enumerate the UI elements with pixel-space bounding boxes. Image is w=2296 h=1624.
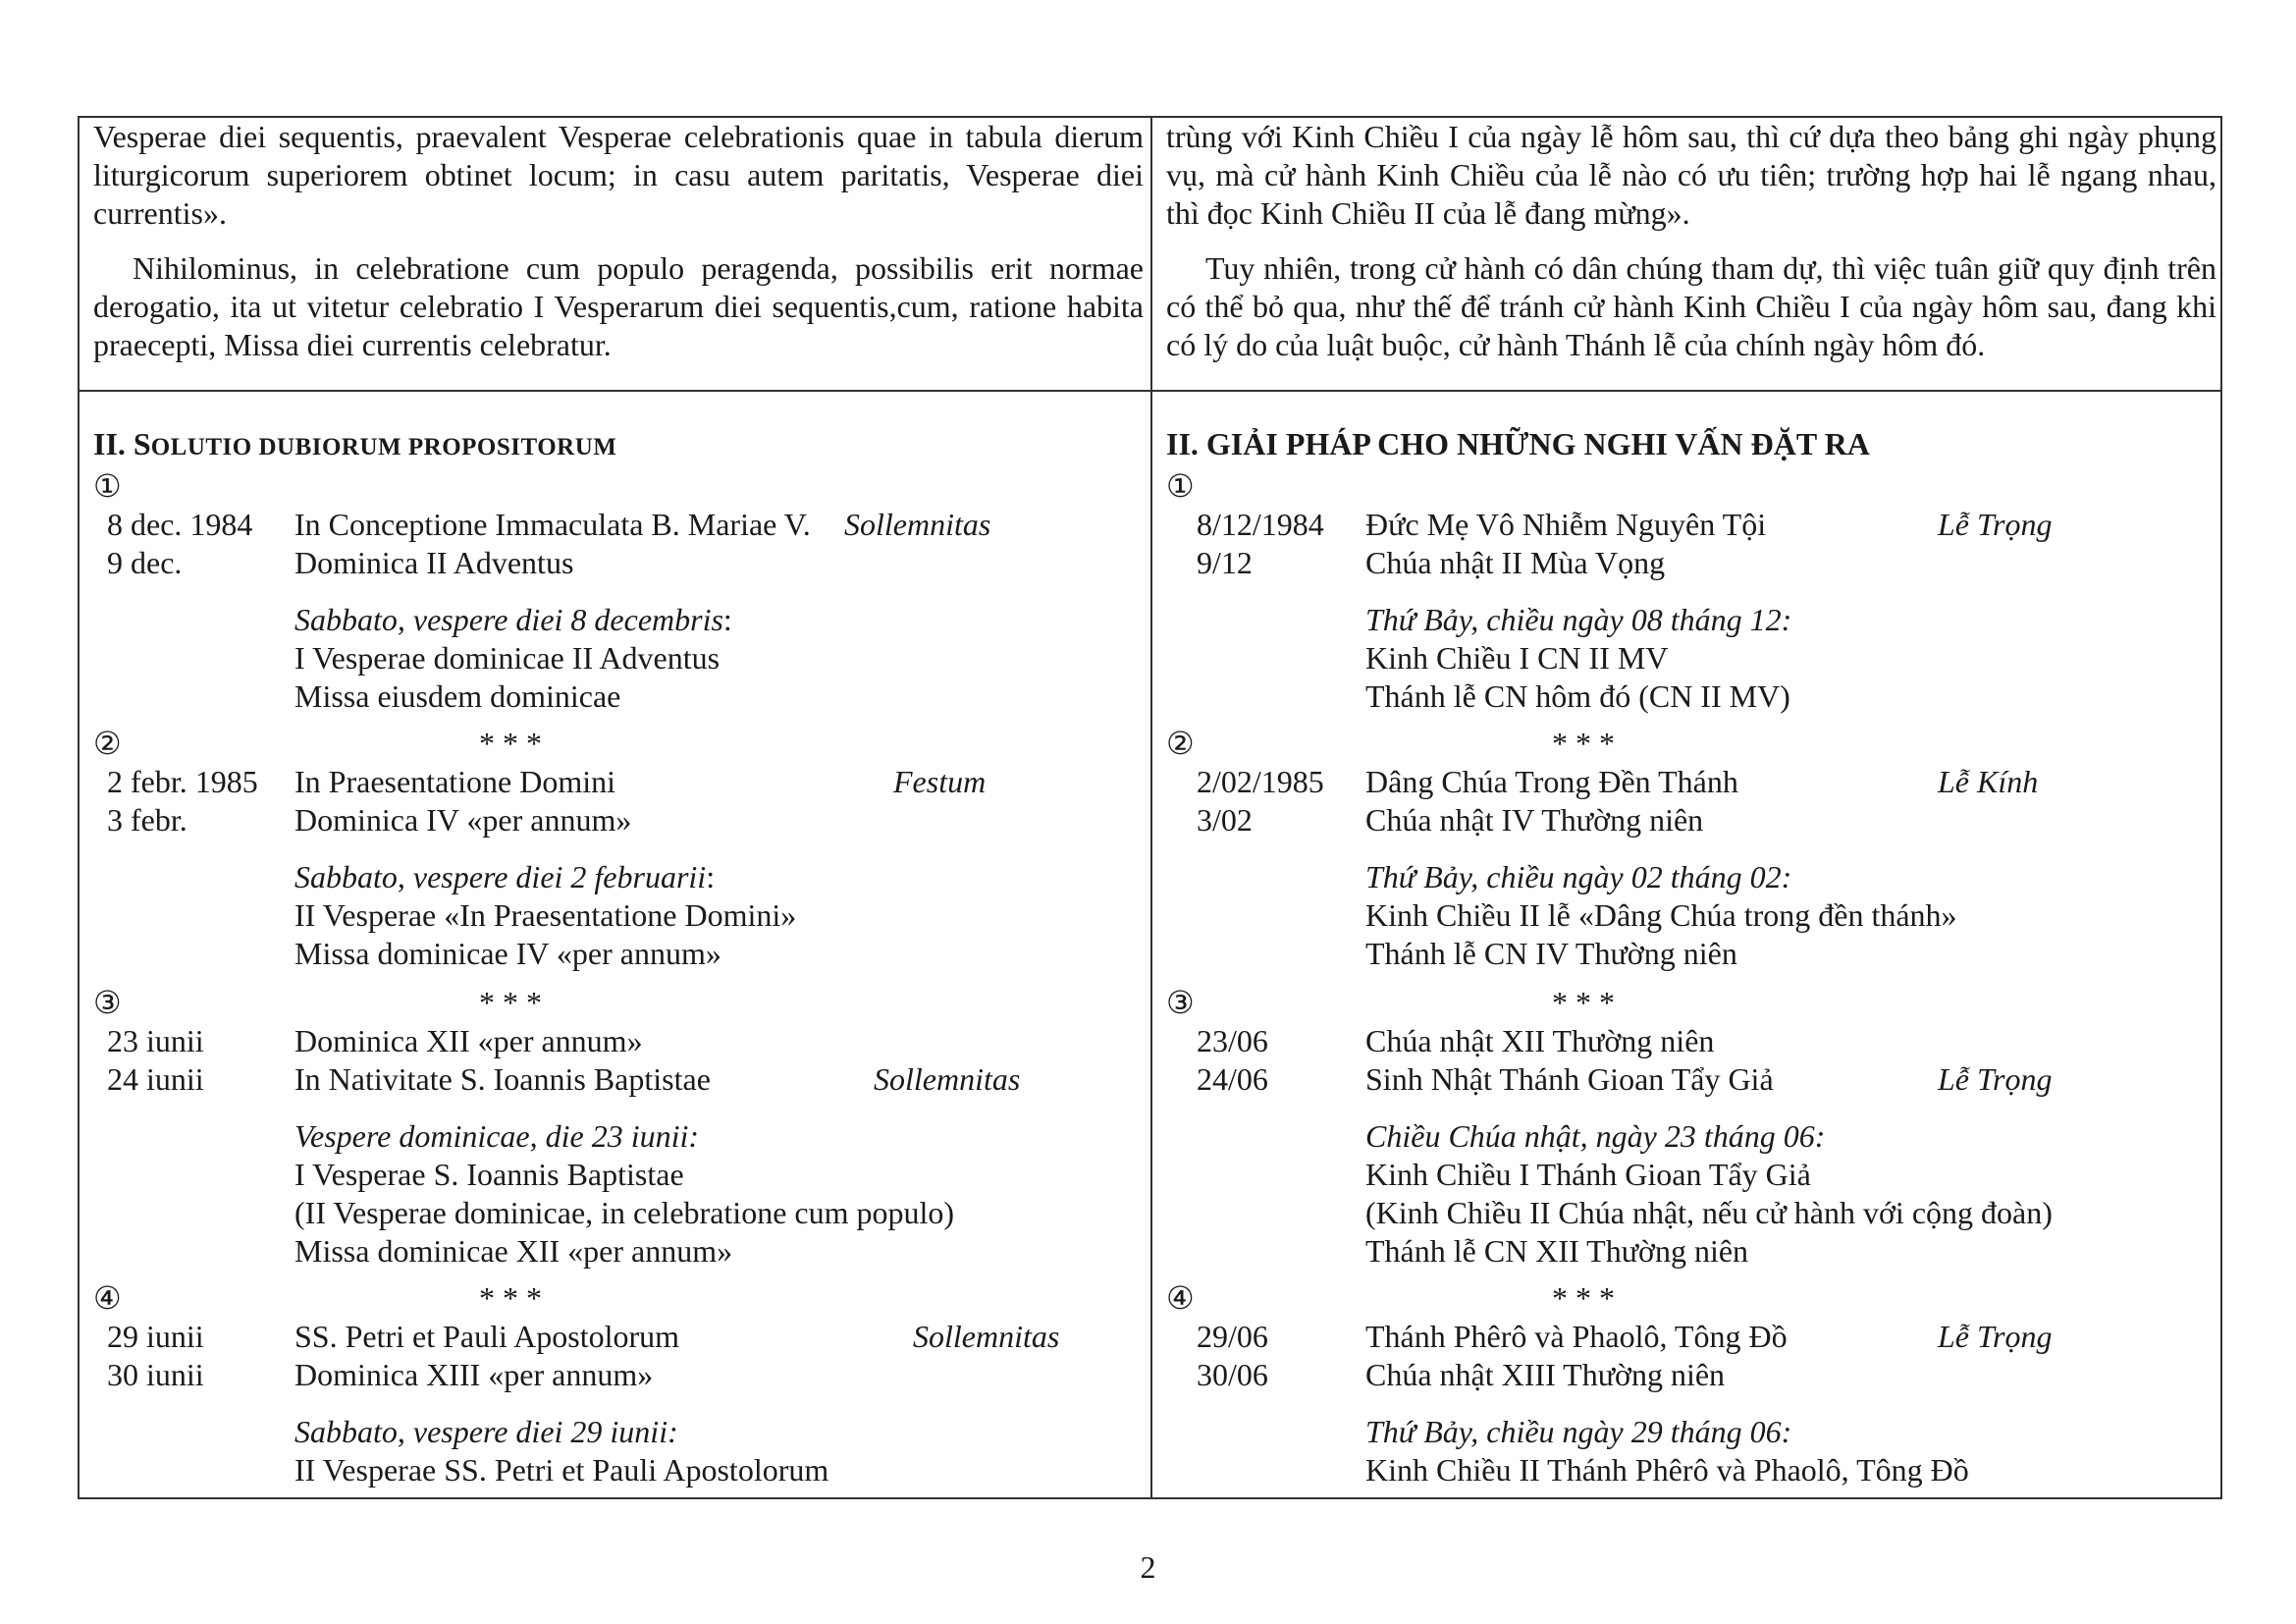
latin-note-title xyxy=(294,1117,699,1156)
vietnamese-case-event: Sinh Nhật Thánh Gioan Tẩy Giả xyxy=(1365,1061,1774,1097)
latin-case-date: 2 febr. 1985 xyxy=(107,764,258,799)
latin-note-title-text: Vespere dominicae, die 23 iunii: xyxy=(294,1118,700,1154)
vietnamese-case-date: 23/06 xyxy=(1197,1023,1268,1058)
vietnamese-case-event: Thánh Phêrô và Phaolô, Tông Đồ xyxy=(1365,1319,1788,1354)
latin-note-line: II Vesperae «In Praesentatione Domini» xyxy=(294,897,797,933)
vietnamese-intro-paragraph-1: trùng với Kinh Chiều I của ngày lễ hôm sau, thì cứ dựa theo bảng ghi ngày phụng vụ, mà cử hành Kinh Chiều của lễ nào có ưu tiên; trường hợp hai lễ ngang nhau, thì đọc Kinh Chiều II của lễ đang mừng». xyxy=(1166,119,2216,231)
latin-case-event: Dominica IV «per annum» xyxy=(294,802,632,838)
latin-separator: * * * xyxy=(479,726,542,761)
vietnamese-case-event: Chúa nhật XIII Thường niên xyxy=(1365,1357,1726,1392)
latin-case-marker: ② xyxy=(93,726,122,761)
latin-note-line: I Vesperae S. Ioannis Baptistae xyxy=(294,1157,684,1192)
vietnamese-separator: * * * xyxy=(1552,1280,1615,1316)
latin-note-line: Missa dominicae XII «per annum» xyxy=(294,1233,733,1269)
vietnamese-note-title-text: Thứ Bảy, chiều ngày 02 tháng 02: xyxy=(1365,859,1792,894)
latin-note-title xyxy=(294,601,732,639)
latin-intro-paragraph-2: Nihilominus, in celebratione cum populo peragenda, possibilis erit normae derogatio, ita ut vitetur celebratio I Vesperarum diei sequentis,cum, ratione habita praecepti, Missa diei currentis celebratur. xyxy=(93,250,1144,362)
vietnamese-case-event: Chúa nhật XII Thường niên xyxy=(1365,1023,1715,1058)
latin-case-date: 3 febr. xyxy=(107,802,187,838)
vietnamese-case-date: 3/02 xyxy=(1197,802,1253,838)
latin-separator: * * * xyxy=(479,985,542,1020)
latin-note-line: (II Vesperae dominicae, in celebratione cum populo) xyxy=(294,1195,955,1230)
latin-note-title-text: Sabbato, vespere diei 29 iunii: xyxy=(294,1414,678,1449)
vietnamese-note-line: Kinh Chiều II Thánh Phêrô và Phaolô, Tông Đồ xyxy=(1365,1452,1969,1488)
vietnamese-case-rank: Lễ Trọng xyxy=(1938,1061,2053,1097)
vietnamese-note-title xyxy=(1365,1413,1791,1451)
latin-intro-cell xyxy=(93,118,1144,364)
vietnamese-case-rank: Lễ Trọng xyxy=(1938,1319,2053,1354)
vietnamese-note-title xyxy=(1365,858,1791,896)
latin-case-event: Dominica XII «per annum» xyxy=(294,1023,643,1058)
vietnamese-case-event: Chúa nhật II Mùa Vọng xyxy=(1365,545,1666,580)
vietnamese-case-marker: ④ xyxy=(1166,1280,1195,1316)
vietnamese-note-line: Thánh lễ CN IV Thường niên xyxy=(1365,936,1737,971)
page-number: 2 xyxy=(1140,1549,1156,1585)
vietnamese-case-date: 24/06 xyxy=(1197,1061,1268,1097)
latin-note-title-text: Sabbato, vespere diei 2 februarii xyxy=(294,859,707,894)
vietnamese-case-marker: ① xyxy=(1166,468,1195,504)
vietnamese-note-title-text: Chiều Chúa nhật, ngày 23 tháng 06: xyxy=(1365,1118,1826,1154)
latin-intro-paragraph-1: Vesperae diei sequentis, praevalent Vesperae celebrationis quae in tabula dierum liturgicorum superiorem obtinet locum; in casu autem paritatis, Vesperae diei currentis». xyxy=(93,119,1144,231)
vietnamese-case-event: Chúa nhật IV Thường niên xyxy=(1365,802,1704,838)
latin-case-rank: Sollemnitas xyxy=(844,507,991,542)
vietnamese-case-date: 30/06 xyxy=(1197,1357,1268,1392)
vietnamese-note-line: Thánh lễ CN hôm đó (CN II MV) xyxy=(1365,678,1790,714)
latin-note-title-tail: : xyxy=(706,859,716,894)
latin-case-event: In Praesentatione Domini xyxy=(294,764,616,799)
latin-case-date: 23 iunii xyxy=(107,1023,204,1058)
latin-case-event: Dominica II Adventus xyxy=(294,545,574,580)
vietnamese-note-line: Kinh Chiều I CN II MV xyxy=(1365,640,1669,676)
latin-case-event: SS. Petri et Pauli Apostolorum xyxy=(294,1319,680,1354)
vietnamese-case-marker: ② xyxy=(1166,726,1195,761)
latin-heading-prefix: II. S xyxy=(93,426,151,461)
latin-case-date: 9 dec. xyxy=(107,545,183,580)
latin-note-line: I Vesperae dominicae II Adventus xyxy=(294,640,721,676)
latin-note-title xyxy=(294,1413,678,1451)
latin-heading-smallcaps: OLUTIO DUBIORUM PROPOSITORUM xyxy=(150,434,617,460)
vietnamese-case-event: Dâng Chúa Trong Đền Thánh xyxy=(1365,764,1738,799)
latin-note-title-text: Sabbato, vespere diei 8 decembris xyxy=(294,602,723,637)
vietnamese-note-title-text: Thứ Bảy, chiều ngày 29 tháng 06: xyxy=(1365,1414,1792,1449)
two-column-table xyxy=(78,116,2222,1499)
latin-section-heading xyxy=(93,424,616,467)
vietnamese-case-date: 9/12 xyxy=(1197,545,1253,580)
latin-case-date: 30 iunii xyxy=(107,1357,204,1392)
latin-note-line: II Vesperae SS. Petri et Pauli Apostolorum xyxy=(294,1452,829,1488)
vietnamese-note-title xyxy=(1365,601,1791,639)
vietnamese-intro-paragraph-2: Tuy nhiên, trong cử hành có dân chúng tham dự, thì việc tuân giữ quy định trên có thể bỏ qua, như thế để tránh cử hành Kinh Chiều I của ngày hôm sau, đang khi có lý do của luật buộc, cử hành Thánh lễ của chính ngày hôm đó. xyxy=(1166,250,2216,362)
latin-case-rank: Festum xyxy=(893,764,987,799)
vietnamese-case-rank: Lễ Trọng xyxy=(1938,507,2053,542)
latin-separator: * * * xyxy=(479,1280,542,1316)
vietnamese-case-event: Đức Mẹ Vô Nhiễm Nguyên Tội xyxy=(1365,507,1767,542)
latin-note-line: Missa dominicae IV «per annum» xyxy=(294,936,721,971)
latin-note-line: Missa eiusdem dominicae xyxy=(294,678,621,714)
vietnamese-separator: * * * xyxy=(1552,726,1615,761)
latin-case-date: 24 iunii xyxy=(107,1061,204,1097)
vietnamese-case-rank: Lễ Kính xyxy=(1938,764,2039,799)
vietnamese-intro-cell xyxy=(1166,118,2216,364)
latin-note-title xyxy=(294,858,715,896)
latin-case-marker: ④ xyxy=(93,1280,122,1316)
vietnamese-case-marker: ③ xyxy=(1166,985,1195,1020)
vietnamese-case-date: 8/12/1984 xyxy=(1197,507,1324,542)
latin-case-date: 8 dec. 1984 xyxy=(107,507,253,542)
vietnamese-case-date: 2/02/1985 xyxy=(1197,764,1324,799)
row-divider xyxy=(80,390,2220,392)
vietnamese-note-title xyxy=(1365,1117,1825,1156)
vietnamese-separator: * * * xyxy=(1552,985,1615,1020)
latin-case-rank: Sollemnitas xyxy=(874,1061,1021,1097)
latin-case-event: In Conceptione Immaculata B. Mariae V. xyxy=(294,507,811,542)
vietnamese-note-line: Kinh Chiều I Thánh Gioan Tẩy Giả xyxy=(1365,1157,1811,1192)
latin-case-event: Dominica XIII «per annum» xyxy=(294,1357,654,1392)
column-divider xyxy=(1150,118,1152,1497)
vietnamese-section-heading: II. GIẢI PHÁP CHO NHỮNG NGHI VẤN ĐẶT RA xyxy=(1166,426,1870,461)
vietnamese-note-line: (Kinh Chiều II Chúa nhật, nếu cử hành với cộng đoàn) xyxy=(1365,1195,2053,1230)
latin-case-date: 29 iunii xyxy=(107,1319,204,1354)
latin-note-title-tail: : xyxy=(722,602,732,637)
vietnamese-note-line: Kinh Chiều II lễ «Dâng Chúa trong đền thánh» xyxy=(1365,897,1957,933)
vietnamese-note-line: Thánh lễ CN XII Thường niên xyxy=(1365,1233,1749,1269)
vietnamese-case-date: 29/06 xyxy=(1197,1319,1268,1354)
latin-case-marker: ① xyxy=(93,468,122,504)
latin-case-event: In Nativitate S. Ioannis Baptistae xyxy=(294,1061,711,1097)
latin-case-rank: Sollemnitas xyxy=(913,1319,1060,1354)
vietnamese-note-title-text: Thứ Bảy, chiều ngày 08 tháng 12: xyxy=(1365,602,1792,637)
latin-case-marker: ③ xyxy=(93,985,122,1020)
